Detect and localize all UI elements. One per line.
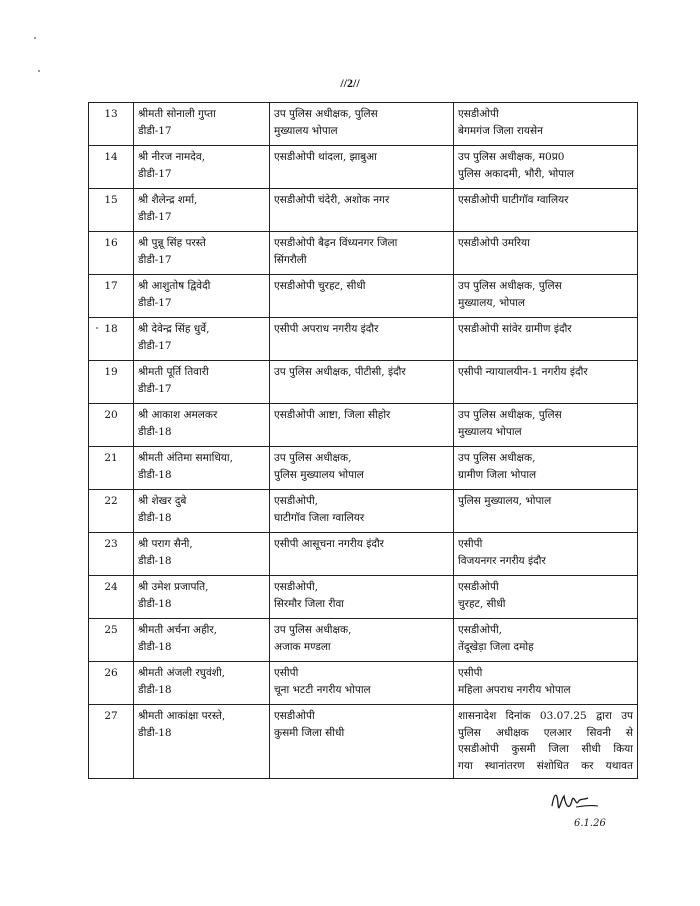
serial-number-cell: 27 <box>89 705 134 779</box>
new-posting-cell-line: एसडीओपी <box>458 581 499 593</box>
new-posting-cell <box>454 447 638 490</box>
officer-name-cell <box>134 619 270 662</box>
officer-name-cell <box>134 189 270 232</box>
scan-speck <box>96 327 98 329</box>
serial-number-cell: 21 <box>89 447 134 490</box>
current-posting-cell-line: कुसमी जिला सीधी <box>274 726 345 739</box>
new-posting-cell-line: उप पुलिस अधीक्षक, पुलिस <box>458 409 562 421</box>
serial-number-cell: 15 <box>89 189 134 232</box>
table-row <box>89 447 638 490</box>
officer-name-cell-line: डीडी-18 <box>138 468 172 481</box>
officer-name-cell-line: डीडी-18 <box>138 511 172 524</box>
officer-name-cell-line: डीडी-17 <box>138 296 172 309</box>
officer-name-cell-line: श्रीमती आकांक्षा परस्ते, <box>138 710 226 722</box>
current-posting-cell <box>270 189 454 232</box>
new-posting-cell-line: विजयनगर नगरीय इंदौर <box>458 554 546 567</box>
officer-name-cell-line: डीडी-18 <box>138 554 172 567</box>
new-posting-cell-line: एसडीओपी सांवेर ग्रामीण इंदौर <box>458 323 572 335</box>
officer-name-cell-line: श्री पराग सैनी, <box>138 538 193 550</box>
current-posting-cell-line: सिरमौर जिला रीवा <box>274 597 345 610</box>
current-posting-cell-line: एसडीओपी आष्टा, जिला सीहोर <box>274 409 391 421</box>
table-row <box>89 490 638 533</box>
officer-name-cell-line: श्री आकाश अमलकर <box>138 409 218 421</box>
scan-speck <box>34 37 36 39</box>
officer-name-cell <box>134 318 270 361</box>
transfer-table <box>88 102 638 779</box>
serial-number-cell: 20 <box>89 404 134 447</box>
serial-number-cell: 16 <box>89 232 134 275</box>
current-posting-cell-line: एसीपी <box>274 667 299 679</box>
new-posting-cell-line: एसीपी न्यायालयीन-1 नगरीय इंदौर <box>458 366 588 378</box>
new-posting-cell-line: एसडीओपी कुसमी जिला सीधी किया <box>458 743 633 755</box>
new-posting-cell-line: एसडीओपी उमरिया <box>458 237 530 249</box>
current-posting-cell-line: एसडीओपी, <box>274 581 319 593</box>
officer-name-cell-line: श्री पुन्नू सिंह परस्ते <box>138 237 206 249</box>
new-posting-cell-line: महिला अपराध नगरीय भोपाल <box>458 683 571 696</box>
current-posting-cell-line: मुख्यालय भोपाल <box>274 124 338 137</box>
officer-name-cell-line: डीडी-18 <box>138 683 172 696</box>
table-row <box>89 619 638 662</box>
current-posting-cell <box>270 361 454 404</box>
current-posting-cell <box>270 232 454 275</box>
current-posting-cell-line: एसडीओपी बैढ़न विंध्यनगर जिला <box>274 237 398 249</box>
officer-name-cell <box>134 490 270 533</box>
officer-name-cell <box>134 404 270 447</box>
serial-number-cell: 23 <box>89 533 134 576</box>
current-posting-cell-line: एसडीओपी, <box>274 495 319 507</box>
officer-name-cell-line: डीडी-17 <box>138 210 172 223</box>
current-posting-cell <box>270 662 454 705</box>
serial-number-cell: 17 <box>89 275 134 318</box>
current-posting-cell-line: एसडीओपी चंदेरी, अशोक नगर <box>274 194 390 206</box>
new-posting-cell <box>454 533 638 576</box>
current-posting-cell <box>270 576 454 619</box>
officer-name-cell-line: श्री शेखर दुबे <box>138 495 187 507</box>
officer-name-cell-line: श्री देवेन्द्र सिंह धुर्वे, <box>138 323 210 335</box>
officer-name-cell-line: श्रीमती पूर्ति तिवारी <box>138 366 209 378</box>
page-number: //2// <box>340 76 360 90</box>
current-posting-cell-line: सिंगरौली <box>274 253 307 266</box>
table-row <box>89 404 638 447</box>
officer-name-cell-line: डीडी-17 <box>138 253 172 266</box>
officer-name-cell-line: डीडी-18 <box>138 597 172 610</box>
table-row <box>89 103 638 146</box>
new-posting-cell-line: एसीपी <box>458 667 483 679</box>
serial-number-cell: 26 <box>89 662 134 705</box>
officer-name-cell <box>134 232 270 275</box>
new-posting-cell <box>454 275 638 318</box>
table-row <box>89 146 638 189</box>
current-posting-cell-line: घाटीगॉव जिला ग्वालियर <box>274 511 365 524</box>
officer-name-cell-line: श्रीमती सोनाली गुप्ता <box>138 108 216 120</box>
current-posting-cell-line: उप पुलिस अधीक्षक, पुलिस <box>274 108 378 120</box>
current-posting-cell <box>270 490 454 533</box>
table-row <box>89 533 638 576</box>
current-posting-cell-line: उप पुलिस अधीक्षक, <box>274 624 352 636</box>
officer-name-cell <box>134 447 270 490</box>
serial-number-cell: 19 <box>89 361 134 404</box>
current-posting-cell-line: पुलिस मुख्यालय भोपाल <box>274 468 364 481</box>
current-posting-cell-line: एसीपी अपराध नगरीय इंदौर <box>274 323 379 335</box>
officer-name-cell-line: डीडी-17 <box>138 167 172 180</box>
new-posting-cell-line: शासनादेश दिनांक 03.07.25 द्वारा उप <box>458 710 633 722</box>
officer-name-cell <box>134 533 270 576</box>
officer-name-cell <box>134 361 270 404</box>
officer-name-cell-line: श्री आशुतोष द्विवेदी <box>138 280 211 292</box>
table-row <box>89 275 638 318</box>
table-row <box>89 576 638 619</box>
new-posting-cell-line: तेंदूखेड़ा जिला दमोह <box>458 640 534 653</box>
table-row <box>89 189 638 232</box>
current-posting-cell <box>270 447 454 490</box>
new-posting-cell-line: गया स्थानांतरण संशोधित कर यथावत <box>458 759 633 772</box>
scan-speck <box>38 70 40 72</box>
table-row <box>89 318 638 361</box>
new-posting-cell-line: पुलिस मुख्यालय, भोपाल <box>458 495 552 507</box>
officer-name-cell-line: श्री उमेश प्रजापति, <box>138 581 209 593</box>
new-posting-cell <box>454 576 638 619</box>
officer-name-cell <box>134 146 270 189</box>
officer-name-cell-line: श्रीमती अर्चना अहीर, <box>138 624 217 636</box>
new-posting-cell <box>454 189 638 232</box>
officer-name-cell-line: श्री नीरज नामदेव, <box>138 151 206 163</box>
officer-name-cell-line: डीडी-18 <box>138 425 172 438</box>
officer-name-cell-line: डीडी-17 <box>138 382 172 395</box>
officer-name-cell <box>134 662 270 705</box>
signature-mark <box>548 784 618 834</box>
officer-name-cell-line: श्रीमती अंतिमा समाधिया, <box>138 452 233 464</box>
new-posting-cell <box>454 705 638 779</box>
officer-name-cell <box>134 103 270 146</box>
officer-name-cell-line: श्री शैलेन्द्र शर्मा, <box>138 194 198 206</box>
new-posting-cell-line: बेगमगंज जिला रायसेन <box>458 124 543 137</box>
serial-number-cell: 13 <box>89 103 134 146</box>
officer-name-cell-line: डीडी-17 <box>138 339 172 352</box>
current-posting-cell-line: एसीपी आसूचना नगरीय इंदौर <box>274 538 384 550</box>
table-row <box>89 662 638 705</box>
officer-name-cell <box>134 576 270 619</box>
new-posting-cell-line: उप पुलिस अधीक्षक, पुलिस <box>458 280 562 292</box>
serial-number-cell: 18 <box>89 318 134 361</box>
new-posting-cell <box>454 619 638 662</box>
new-posting-cell <box>454 103 638 146</box>
transfer-table-body <box>89 103 638 779</box>
officer-name-cell-line: डीडी-18 <box>138 726 172 739</box>
current-posting-cell-line: एसडीओपी <box>274 710 315 722</box>
serial-number-cell: 24 <box>89 576 134 619</box>
new-posting-cell <box>454 662 638 705</box>
officer-name-cell <box>134 705 270 779</box>
current-posting-cell-line: उप पुलिस अधीक्षक, <box>274 452 352 464</box>
officer-name-cell-line: डीडी-17 <box>138 124 172 137</box>
serial-number-cell: 22 <box>89 490 134 533</box>
table-row <box>89 232 638 275</box>
serial-number-cell: 14 <box>89 146 134 189</box>
current-posting-cell-line: उप पुलिस अधीक्षक, पीटीसी, इंदौर <box>274 366 406 378</box>
new-posting-cell <box>454 232 638 275</box>
current-posting-cell <box>270 103 454 146</box>
new-posting-cell-line: उप पुलिस अधीक्षक, म0प्र0 <box>458 151 565 163</box>
new-posting-cell <box>454 490 638 533</box>
new-posting-cell <box>454 361 638 404</box>
new-posting-cell-line: एसडीओपी <box>458 108 499 120</box>
new-posting-cell-line: चुरहट, सीधी <box>458 597 506 610</box>
current-posting-cell <box>270 705 454 779</box>
new-posting-cell-line: एसडीओपी, <box>458 624 503 636</box>
table-row <box>89 705 638 779</box>
current-posting-cell <box>270 146 454 189</box>
current-posting-cell-line: एसडीओपी चुरहट, सीधी <box>274 280 366 292</box>
officer-name-cell <box>134 275 270 318</box>
current-posting-cell-line: अजाक मण्डला <box>274 640 331 653</box>
signature-date: 6.1.26 <box>574 818 606 829</box>
new-posting-cell-line: मुख्यालय भोपाल <box>458 425 522 438</box>
current-posting-cell <box>270 275 454 318</box>
current-posting-cell <box>270 533 454 576</box>
new-posting-cell-line: पुलिस अकादमी, भौरी, भोपाल <box>458 167 574 180</box>
current-posting-cell <box>270 404 454 447</box>
new-posting-cell-line: उप पुलिस अधीक्षक, <box>458 452 536 464</box>
new-posting-cell-line: पुलिस अधीक्षक एलआर सिवनी से <box>458 726 633 739</box>
current-posting-cell-line: एसडीओपी थांदला, झाबुआ <box>274 151 377 163</box>
officer-name-cell-line: श्रीमती अंजली रघुवंशी, <box>138 667 225 679</box>
officer-name-cell-line: डीडी-18 <box>138 640 172 653</box>
new-posting-cell <box>454 318 638 361</box>
new-posting-cell <box>454 404 638 447</box>
current-posting-cell <box>270 318 454 361</box>
new-posting-cell-line: ग्रामीण जिला भोपाल <box>458 468 537 481</box>
new-posting-cell <box>454 146 638 189</box>
new-posting-cell-line: एसडीओपी घाटीगॉव ग्वालियर <box>458 194 569 206</box>
current-posting-cell-line: चूना भटटी नगरीय भोपाल <box>274 683 371 696</box>
new-posting-cell-line: मुख्यालय, भोपाल <box>458 296 526 309</box>
serial-number-cell: 25 <box>89 619 134 662</box>
current-posting-cell <box>270 619 454 662</box>
new-posting-cell-line: एसीपी <box>458 538 483 550</box>
table-row <box>89 361 638 404</box>
